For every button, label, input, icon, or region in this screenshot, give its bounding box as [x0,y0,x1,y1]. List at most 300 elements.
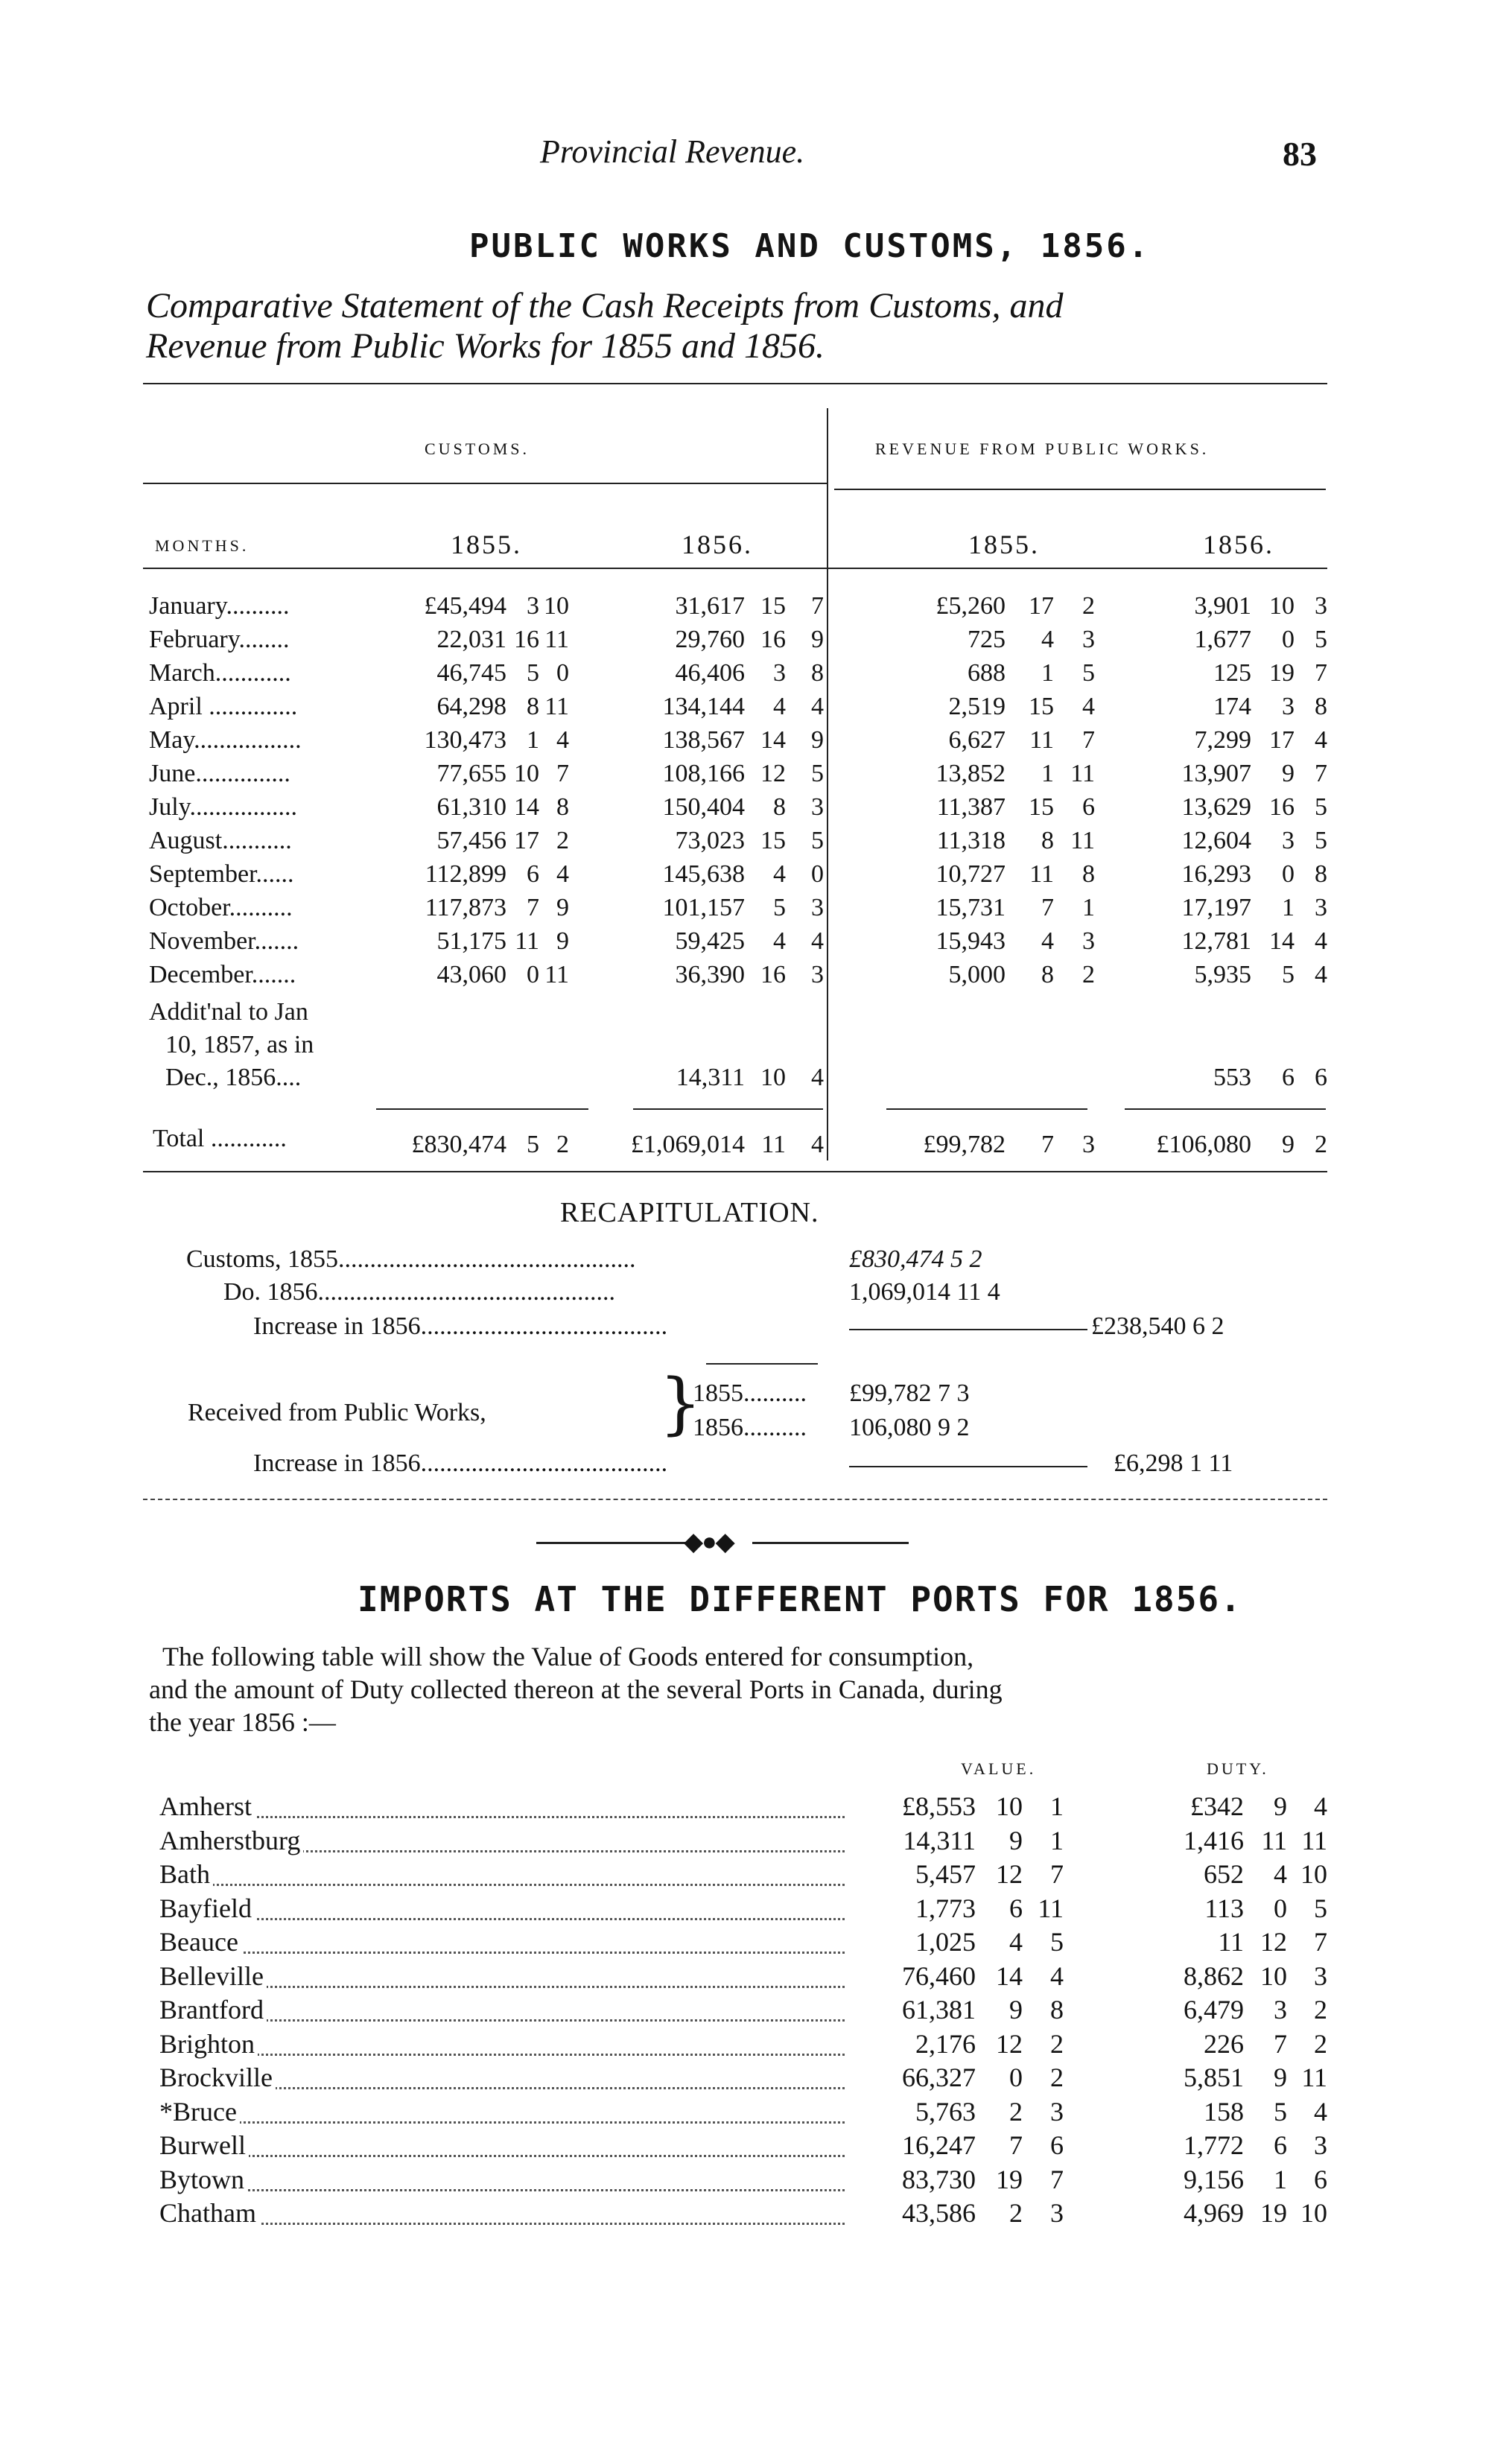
recap-received-label: Received from Public Works, [188,1399,486,1426]
cell-p55d: 2 [1082,592,1095,620]
cell-p56s: 16 [1269,793,1295,821]
port-name: Brighton [159,2028,258,2060]
cell-p55d: 3 [1082,927,1095,955]
recap-do-1856-label: Do. 1856............................................... [223,1278,616,1306]
port-v: 5,763 [915,2096,976,2127]
cell-c56s: 4 [773,693,786,720]
port-ds: 12 [1260,1927,1287,1957]
additional-works-1856-s: 6 [1282,1064,1295,1091]
port-v: 1,025 [915,1927,976,1957]
additional-label-1: Addit'nal to Jan [149,998,308,1026]
cell-p56: 5,935 [1194,961,1251,988]
recap-customs-1855-label: Customs, 1855............................................... [186,1245,636,1273]
recap-short-rule [706,1363,818,1365]
cell-p55s: 1 [1041,659,1054,687]
cell-c56: 150,404 [662,793,745,821]
month-label: August........... [149,827,292,854]
subtotal-rule-p56 [1125,1108,1326,1110]
port-dd: 10 [1300,2198,1327,2228]
cell-c56: 101,157 [662,894,745,921]
port-d: 4,969 [1184,2198,1244,2228]
cell-c56s: 15 [760,592,786,620]
subtitle-line-1: Comparative Statement of the Cash Receipts from Customs, and [146,286,1064,326]
cell-c55d: 7 [556,760,569,787]
port-vd: 5 [1050,1927,1064,1957]
cell-c55d: 9 [556,894,569,921]
port-vd: 7 [1050,2164,1064,2194]
port-vs: 6 [1009,1893,1023,1923]
cell-c55s: 8 [527,693,539,720]
ornament-left [536,1542,685,1544]
cell-p56s: 3 [1282,827,1295,854]
port-name: *Bruce [159,2096,240,2127]
cell-c56: 46,406 [675,659,745,687]
cell-p55s: 15 [1029,793,1054,821]
cell-p55s: 11 [1029,726,1054,754]
month-label: September...... [149,860,294,888]
total-customs-1855: £830,474 [411,1131,506,1158]
cell-p56d: 4 [1315,726,1327,754]
cell-p56: 7,299 [1194,726,1251,754]
port-v: 1,773 [915,1893,976,1923]
port-vs: 4 [1009,1927,1023,1957]
leader-dots [159,2200,845,2225]
cell-p55d: 3 [1082,626,1095,653]
cell-c55: 22,031 [436,626,506,653]
port-vs: 2 [1009,2198,1023,2228]
cell-p55: 10,727 [936,860,1006,888]
port-d: 5,851 [1184,2063,1244,2092]
cell-p56: 13,907 [1181,760,1251,787]
port-v: 83,730 [902,2164,976,2194]
recap-increase-value: £238,540 6 2 [1091,1312,1224,1340]
port-name: Bath [159,1858,213,1890]
public-works-group-header: REVENUE FROM PUBLIC WORKS. [875,439,1210,458]
cell-c55s: 5 [527,659,539,687]
cell-p55: 2,519 [948,693,1006,720]
cell-c55: 46,745 [436,659,506,687]
cell-c56d: 0 [811,860,824,888]
port-d: 652 [1204,1859,1244,1889]
recap-do-1856-value: 1,069,014 11 4 [849,1278,1000,1306]
port-d: 158 [1204,2096,1244,2127]
cell-p56s: 14 [1269,927,1295,955]
cell-c56d: 5 [811,760,824,787]
cell-c56s: 16 [760,961,786,988]
page-number: 83 [1283,135,1317,173]
port-name: Amherst [159,1791,255,1822]
total-customs-1855-s: 5 [527,1131,539,1158]
port-dd: 11 [1301,2063,1327,2092]
port-vd: 1 [1050,1791,1064,1821]
cell-c55: 77,655 [436,760,506,787]
cell-p55s: 4 [1041,626,1054,653]
port-vs: 9 [1009,1825,1023,1855]
port-vs: 7 [1009,2130,1023,2160]
port-vd: 2 [1050,2063,1064,2092]
subtotal-rule-c56 [633,1108,823,1110]
recap-pw-1856-label: 1856.......... [693,1414,807,1441]
recap-increase2-rule [849,1466,1087,1467]
imports-para-3: the year 1856 :— [149,1707,336,1737]
cell-p56: 12,604 [1181,827,1251,854]
month-label: June............... [149,760,290,787]
recap-increase-label: Increase in 1856....................................... [253,1312,668,1340]
cell-p56: 17,197 [1181,894,1251,921]
year-customs-1856: 1856. [682,530,753,559]
cell-c55: 112,899 [425,860,506,888]
cell-p55d: 1 [1082,894,1095,921]
subtotal-rule-p55 [886,1108,1087,1110]
recap-customs-1855-value: £830,474 5 2 [849,1245,982,1273]
cell-p56d: 5 [1315,626,1327,653]
port-vd: 7 [1050,1859,1064,1889]
port-name: Burwell [159,2130,249,2161]
table-top-rule [143,383,1327,384]
recap-title: RECAPITULATION. [560,1197,819,1228]
cell-c56d: 9 [811,626,824,653]
ornament-icon: ◆●◆ [684,1528,734,1556]
cell-c55d: 11 [544,693,569,720]
cell-c55d: 4 [556,860,569,888]
cell-c55s: 16 [514,626,539,653]
recap-pw-1855-label: 1855.......... [693,1379,807,1407]
cell-c56d: 4 [811,927,824,955]
cell-c55s: 0 [527,961,539,988]
cell-c56d: 7 [811,592,824,620]
cell-p56d: 8 [1315,693,1327,720]
total-works-1855-s: 7 [1041,1131,1054,1158]
port-d: 113 [1204,1893,1244,1923]
cell-c55s: 6 [527,860,539,888]
cell-p56: 16,293 [1181,860,1251,888]
port-dd: 4 [1314,2096,1327,2127]
cell-p55: 15,731 [936,894,1006,921]
port-v: 16,247 [902,2130,976,2160]
port-ds: 4 [1274,1859,1287,1889]
port-vd: 11 [1038,1893,1064,1923]
total-works-1855: £99,782 [923,1131,1006,1158]
port-d: 1,416 [1184,1825,1244,1855]
port-dd: 6 [1314,2164,1327,2194]
leader-dots [159,2031,845,2056]
port-ds: 5 [1274,2096,1287,2127]
cell-p56s: 19 [1269,659,1295,687]
total-customs-1856-s: 11 [761,1131,786,1158]
cell-c56: 59,425 [675,927,745,955]
cell-p56d: 7 [1315,760,1327,787]
port-ds: 9 [1274,2063,1287,2092]
cell-c56s: 14 [760,726,786,754]
port-name: Bayfield [159,1893,255,1924]
port-v: 5,457 [915,1859,976,1889]
leader-dots [159,1896,845,1920]
cell-c55s: 3 [527,592,539,620]
cell-p56d: 8 [1315,860,1327,888]
cell-p55d: 11 [1070,827,1095,854]
cell-c55d: 11 [544,626,569,653]
total-works-1856-s: 9 [1282,1131,1295,1158]
cell-c55: 117,873 [425,894,506,921]
cell-p56: 12,781 [1181,927,1251,955]
port-v: 76,460 [902,1960,976,1991]
cell-p56s: 9 [1282,760,1295,787]
cell-p55d: 5 [1082,659,1095,687]
cell-p56d: 5 [1315,793,1327,821]
port-d: £342 [1190,1791,1244,1821]
cell-p56: 13,629 [1181,793,1251,821]
port-v: 66,327 [902,2063,976,2092]
cell-p56d: 5 [1315,827,1327,854]
cell-c55: 64,298 [436,693,506,720]
cell-c56: 138,567 [662,726,745,754]
port-dd: 3 [1314,2130,1327,2160]
port-name: Beauce [159,1926,241,1957]
port-d: 1,772 [1184,2130,1244,2160]
port-vd: 8 [1050,1995,1064,2025]
recap-bottom-dashes [143,1499,1327,1500]
months-header: MONTHS. [155,536,250,555]
cell-c56d: 3 [811,894,824,921]
additional-label-2: 10, 1857, as in [165,1031,314,1058]
port-d: 6,479 [1184,1995,1244,2025]
cell-c55s: 14 [514,793,539,821]
recap-increase-rule [849,1329,1087,1330]
cell-p56: 1,677 [1194,626,1251,653]
port-d: 8,862 [1184,1960,1244,1991]
month-label: May................. [149,726,302,754]
port-ds: 1 [1274,2164,1287,2194]
port-vs: 19 [996,2164,1023,2194]
cell-p55d: 4 [1082,693,1095,720]
cell-p55d: 6 [1082,793,1095,821]
additional-label-3: Dec., 1856.... [165,1064,302,1091]
port-dd: 2 [1314,1995,1327,2025]
cell-p55: 13,852 [936,760,1006,787]
port-ds: 10 [1260,1960,1287,1991]
cell-p55s: 7 [1041,894,1054,921]
port-vs: 12 [996,1859,1023,1889]
port-v: 14,311 [903,1825,976,1855]
cell-c55d: 11 [544,961,569,988]
cell-c55s: 10 [514,760,539,787]
port-d: 226 [1204,2028,1244,2059]
cell-p55d: 7 [1082,726,1095,754]
cell-c55d: 9 [556,927,569,955]
cell-c56d: 5 [811,827,824,854]
cell-c56d: 4 [811,693,824,720]
month-label: April .............. [149,693,298,720]
cell-c56s: 3 [773,659,786,687]
duty-header: DUTY. [1207,1759,1269,1778]
port-vd: 2 [1050,2028,1064,2059]
subtitle-line-2: Revenue from Public Works for 1855 and 1856. [146,326,825,366]
cell-p55s: 17 [1029,592,1054,620]
leader-dots [159,1929,845,1954]
port-dd: 2 [1314,2028,1327,2059]
cell-c56d: 3 [811,793,824,821]
cell-c55d: 0 [556,659,569,687]
port-dd: 5 [1314,1893,1327,1923]
table-bottom-rule [143,1171,1327,1172]
port-v: £8,553 [902,1791,976,1821]
cell-p55s: 8 [1041,961,1054,988]
port-dd: 10 [1300,1859,1327,1889]
cell-p55: 6,627 [948,726,1006,754]
imports-para-1: The following table will show the Value of Goods entered for consumption, [162,1642,974,1671]
cell-p56s: 1 [1282,894,1295,921]
imports-para-2: and the amount of Duty collected thereon at the several Ports in Canada, during [149,1674,1003,1704]
running-title: Provincial Revenue. [540,133,805,170]
port-ds: 3 [1274,1995,1287,2025]
cell-c55: 57,456 [436,827,506,854]
cell-p55: 688 [968,659,1006,687]
cell-p56d: 4 [1315,961,1327,988]
port-vs: 2 [1009,2096,1023,2127]
cell-c56: 145,638 [662,860,745,888]
port-vs: 12 [996,2028,1023,2059]
port-d: 9,156 [1184,2164,1244,2194]
cell-p56d: 3 [1315,592,1327,620]
cell-p55: £5,260 [936,592,1006,620]
cell-p55: 11,318 [936,827,1006,854]
port-ds: 6 [1274,2130,1287,2160]
cell-p56d: 7 [1315,659,1327,687]
month-label: February........ [149,626,290,653]
cell-c56: 134,144 [662,693,745,720]
cell-c55: 61,310 [436,793,506,821]
cell-p55s: 15 [1029,693,1054,720]
leader-dots [159,1794,845,1818]
cell-c56s: 16 [760,626,786,653]
cell-c56: 73,023 [675,827,745,854]
cell-p56s: 3 [1282,693,1295,720]
month-label: December....... [149,961,296,988]
cell-c55: £45,494 [424,592,506,620]
port-name: Brantford [159,1994,267,2025]
imports-title: IMPORTS AT THE DIFFERENT PORTS FOR 1856. [358,1579,1242,1619]
port-d: 11 [1218,1927,1244,1957]
port-name: Chatham [159,2197,259,2229]
month-label: October.......... [149,894,293,921]
total-works-1856-d: 2 [1315,1131,1327,1158]
recap-increase2-label: Increase in 1856....................................... [253,1449,668,1477]
cell-c56d: 8 [811,659,824,687]
port-dd: 11 [1301,1825,1327,1855]
port-v: 61,381 [902,1995,976,2025]
port-vs: 14 [996,1960,1023,1991]
section-title: PUBLIC WORKS AND CUSTOMS, 1856. [469,227,1151,265]
additional-customs-1856-s: 10 [760,1064,786,1091]
recap-pw-1856-value: 106,080 9 2 [849,1414,970,1441]
total-works-1856: £106,080 [1156,1131,1251,1158]
cell-p55d: 11 [1070,760,1095,787]
cell-c55s: 17 [514,827,539,854]
port-dd: 3 [1314,1960,1327,1991]
cell-p55s: 8 [1041,827,1054,854]
month-label: July................. [149,793,297,821]
cell-p56d: 4 [1315,927,1327,955]
customs-group-header: CUSTOMS. [425,439,530,458]
cell-p55s: 11 [1029,860,1054,888]
cell-p56s: 0 [1282,860,1295,888]
cell-c55d: 10 [544,592,569,620]
cell-c55d: 4 [556,726,569,754]
cell-p56s: 5 [1282,961,1295,988]
cell-c56s: 4 [773,860,786,888]
recap-pw-1855-value: £99,782 7 3 [849,1379,970,1407]
cell-c55s: 1 [527,726,539,754]
cell-c56d: 3 [811,961,824,988]
cell-p56d: 3 [1315,894,1327,921]
port-vd: 3 [1050,2096,1064,2127]
cell-p56s: 10 [1269,592,1295,620]
cell-c56s: 4 [773,927,786,955]
port-vs: 10 [996,1791,1023,1821]
leader-dots [159,2133,845,2157]
cell-c56s: 8 [773,793,786,821]
port-name: Belleville [159,1960,267,1992]
port-ds: 0 [1274,1893,1287,1923]
cell-c56s: 5 [773,894,786,921]
brace-icon: } [659,1365,702,1443]
port-ds: 11 [1261,1825,1287,1855]
port-vs: 9 [1009,1995,1023,2025]
cell-c55: 51,175 [436,927,506,955]
month-label: March............ [149,659,291,687]
cell-p56: 125 [1213,659,1251,687]
month-label: November....... [149,927,299,955]
year-customs-1855: 1855. [451,530,522,559]
cell-p55d: 8 [1082,860,1095,888]
port-v: 43,586 [902,2198,976,2228]
cell-c55: 43,060 [436,961,506,988]
cell-p55: 15,943 [936,927,1006,955]
subtotal-rule-c55 [376,1108,588,1110]
cell-p55: 11,387 [936,793,1006,821]
customs-header-rule [143,483,827,484]
port-name: Bytown [159,2164,247,2195]
port-dd: 7 [1314,1927,1327,1957]
leader-dots [159,2099,845,2124]
port-vd: 3 [1050,2198,1064,2228]
cell-c55d: 2 [556,827,569,854]
public-works-header-rule [834,489,1326,490]
recap-increase2-value: £6,298 1 11 [1114,1449,1233,1477]
total-label: Total ............ [153,1125,287,1152]
port-v: 2,176 [915,2028,976,2059]
cell-c56: 108,166 [662,760,745,787]
additional-customs-1856-d: 4 [811,1064,824,1091]
cell-c55s: 11 [515,927,539,955]
cell-p55s: 4 [1041,927,1054,955]
cell-c56s: 15 [760,827,786,854]
cell-c56s: 12 [760,760,786,787]
total-customs-1855-d: 2 [556,1131,569,1158]
port-vd: 6 [1050,2130,1064,2160]
cell-c55d: 8 [556,793,569,821]
leader-dots [159,2167,845,2191]
year-works-1856: 1856. [1203,530,1274,559]
years-rule [143,568,1327,569]
port-ds: 7 [1274,2028,1287,2059]
cell-c56d: 9 [811,726,824,754]
month-label: January.......... [149,592,290,620]
ornament-right [752,1542,909,1544]
cell-c56: 31,617 [675,592,745,620]
column-divider [827,408,828,1160]
cell-c56: 36,390 [675,961,745,988]
